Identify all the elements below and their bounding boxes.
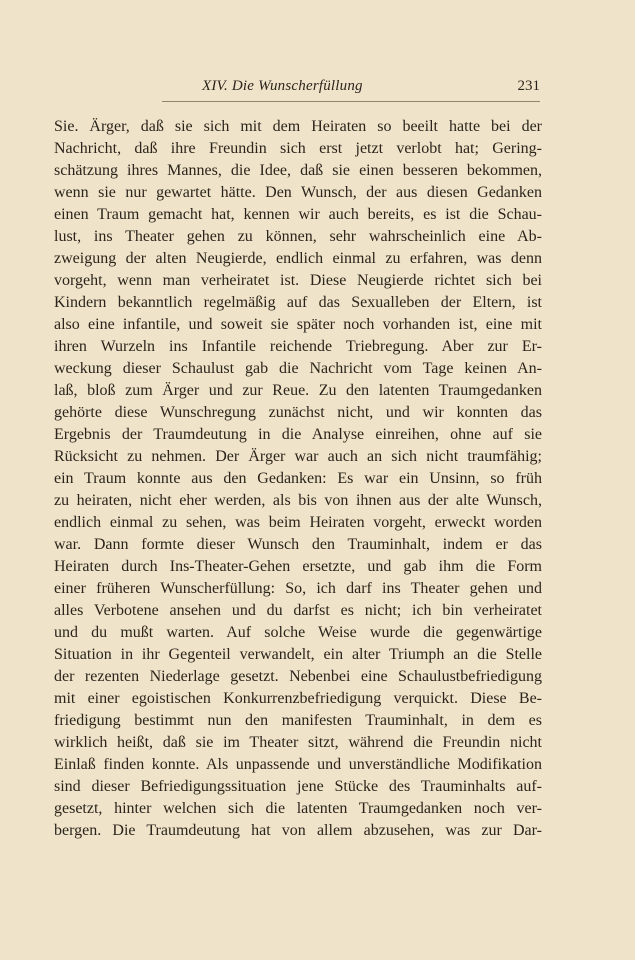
text-line: einen Traum gemacht hat, kennen wir auch bereits, es ist die Schau-: [54, 206, 542, 223]
text-line: einer früheren Wunscherfüllung: So, ich darf ins Theater gehen und: [54, 580, 542, 597]
text-line: endlich einmal zu sehen, was beim Heiraten vorgeht, erweckt worden: [54, 514, 542, 531]
text-line: schätzung ihres Mannes, die Idee, daß sie einen besseren bekommen,: [54, 162, 542, 179]
text-line: zweigung der alten Neugierde, endlich einmal zu erfahren, was denn: [54, 250, 542, 267]
text-line: Kindern bekanntlich regelmäßig auf das Sexualleben der Eltern, ist: [54, 294, 542, 311]
text-line: Sie. Ärger, daß sie sich mit dem Heiraten so beeilt hatte bei der: [54, 118, 542, 135]
text-line: Einlaß finden konnte. Als unpassende und unverständliche Modifikation: [54, 756, 542, 773]
text-line: laß, bloß zum Ärger und zur Reue. Zu den latenten Traumgedanken: [54, 382, 542, 399]
chapter-title: XIV. Die Wunscherfüllung: [202, 78, 363, 94]
text-line: vorgeht, wenn man verheiratet ist. Diese Neugierde richtet sich bei: [54, 272, 542, 289]
text-line: zu heiraten, nicht eher werden, als bis von ihnen aus der alte Wunsch,: [54, 492, 542, 509]
text-line: alles Verbotene ansehen und du darfst es nicht; ich bin verheiratet: [54, 602, 542, 619]
text-line: gesetzt, hinter welchen sich die latenten Traumgedanken noch ver-: [54, 800, 542, 817]
text-line: ihren Wurzeln ins Infantile reichende Triebregung. Aber zur Er-: [54, 338, 542, 355]
text-line: friedigung bestimmt nun den manifesten Trauminhalt, in dem es: [54, 712, 542, 729]
text-line: war. Dann formte dieser Wunsch den Trauminhalt, indem er das: [54, 536, 542, 553]
text-line: mit einer egoistischen Konkurrenzbefriedigung verquickt. Diese Be-: [54, 690, 542, 707]
header-rule: [162, 101, 540, 102]
text-line: Nachricht, daß ihre Freundin sich erst jetzt verlobt hat; Gering-: [54, 140, 542, 157]
text-line: ein Traum konnte aus den Gedanken: Es war ein Unsinn, so früh: [54, 470, 542, 487]
text-line: wirklich heißt, daß sie im Theater sitzt, während die Freundin nicht: [54, 734, 542, 751]
text-line: der rezenten Niederlage gesetzt. Nebenbei eine Schaulustbefriedigung: [54, 668, 542, 685]
body-text: [54, 116, 542, 842]
text-line: und du mußt warten. Auf solche Weise wurde die gegenwärtige: [54, 624, 542, 641]
text-line: gehörte diese Wunschregung zunächst nicht, und wir konnten das: [54, 404, 542, 421]
text-line: Ergebnis der Traumdeutung in die Analyse einreihen, ohne auf sie: [54, 426, 542, 443]
text-line: wenn sie nur gewartet hätte. Den Wunsch, der aus diesen Gedanken: [54, 184, 542, 201]
text-line: Situation in ihr Gegenteil verwandelt, ein alter Triumph an die Stelle: [54, 646, 542, 663]
text-line: bergen. Die Traumdeutung hat von allem abzusehen, was zur Dar-: [54, 822, 542, 839]
text-line: weckung dieser Schaulust gab die Nachricht vom Tage keinen An-: [54, 360, 542, 377]
text-line: Rücksicht zu nehmen. Der Ärger war auch an sich nicht traumfähig;: [54, 448, 542, 465]
text-line: lust, ins Theater gehen zu können, sehr wahrscheinlich eine Ab-: [54, 228, 542, 245]
text-line: also eine infantile, und soweit sie später noch vorhanden ist, eine mit: [54, 316, 542, 333]
text-line: sind dieser Befriedigungssituation jene Stücke des Trauminhalts auf-: [54, 778, 542, 795]
page-number: 231: [517, 78, 540, 94]
text-line: Heiraten durch Ins-Theater-Gehen ersetzte, und gab ihm die Form: [54, 558, 542, 575]
